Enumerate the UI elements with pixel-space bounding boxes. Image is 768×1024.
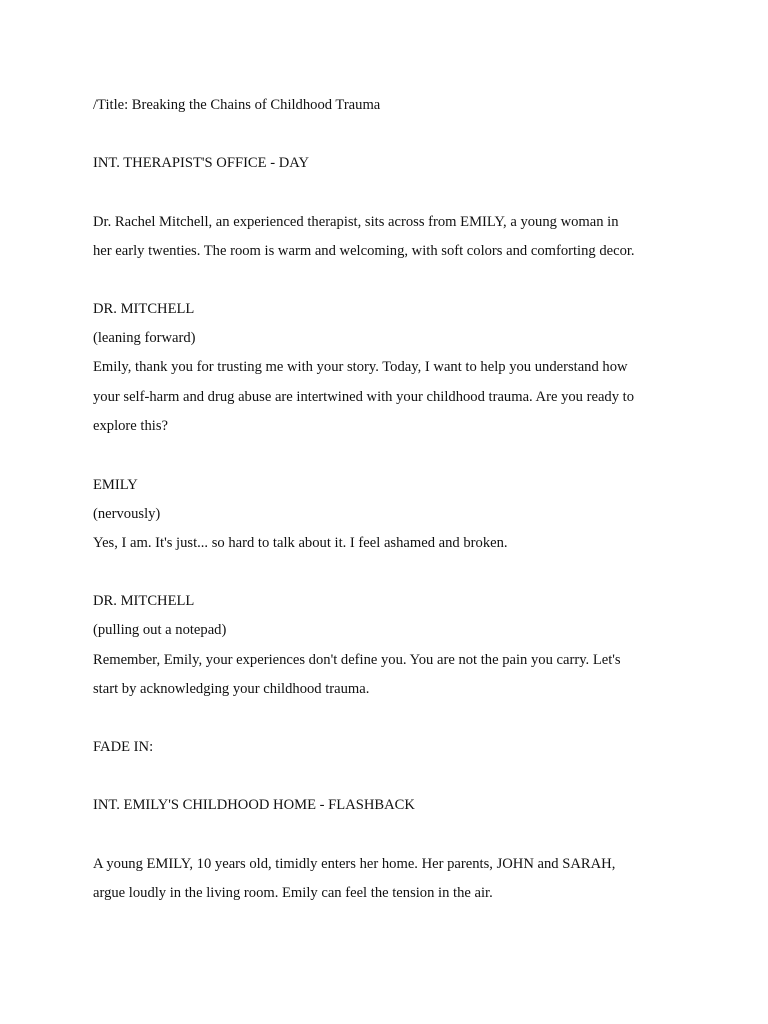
dialogue-line: your self-harm and drug abuse are intertwined with your childhood trauma. Are you ready to <box>93 389 635 405</box>
character-name-emily: EMILY <box>93 477 138 493</box>
scene-heading-therapists-office: INT. THERAPIST'S OFFICE - DAY <box>93 155 310 171</box>
dialogue-line: explore this? <box>93 418 168 434</box>
action-line: argue loudly in the living room. Emily can feel the tension in the air. <box>93 885 493 901</box>
scene-heading-childhood-home: INT. EMILY'S CHILDHOOD HOME - FLASHBACK <box>93 797 415 813</box>
parenthetical: (leaning forward) <box>93 330 196 346</box>
transition: FADE IN: <box>93 739 154 755</box>
dialogue-line: Yes, I am. It's just... so hard to talk about it. I feel ashamed and broken. <box>93 535 508 551</box>
action-line: her early twenties. The room is warm and welcoming, with soft colors and comforting decor. <box>93 243 635 259</box>
action-line: Dr. Rachel Mitchell, an experienced therapist, sits across from EMILY, a young woman in <box>93 214 619 230</box>
character-name-dr-mitchell: DR. MITCHELL <box>93 593 195 609</box>
dialogue-line: Remember, Emily, your experiences don't define you. You are not the pain you carry. Let's <box>93 652 621 668</box>
title-line: /Title: Breaking the Chains of Childhood Trauma <box>93 97 381 113</box>
parenthetical: (pulling out a notepad) <box>93 622 227 638</box>
dialogue-line: start by acknowledging your childhood trauma. <box>93 681 370 697</box>
dialogue-line: Emily, thank you for trusting me with your story. Today, I want to help you understand how <box>93 359 628 375</box>
action-line: A young EMILY, 10 years old, timidly enters her home. Her parents, JOHN and SARAH, <box>93 856 616 872</box>
character-name-dr-mitchell: DR. MITCHELL <box>93 301 195 317</box>
parenthetical: (nervously) <box>93 506 161 522</box>
